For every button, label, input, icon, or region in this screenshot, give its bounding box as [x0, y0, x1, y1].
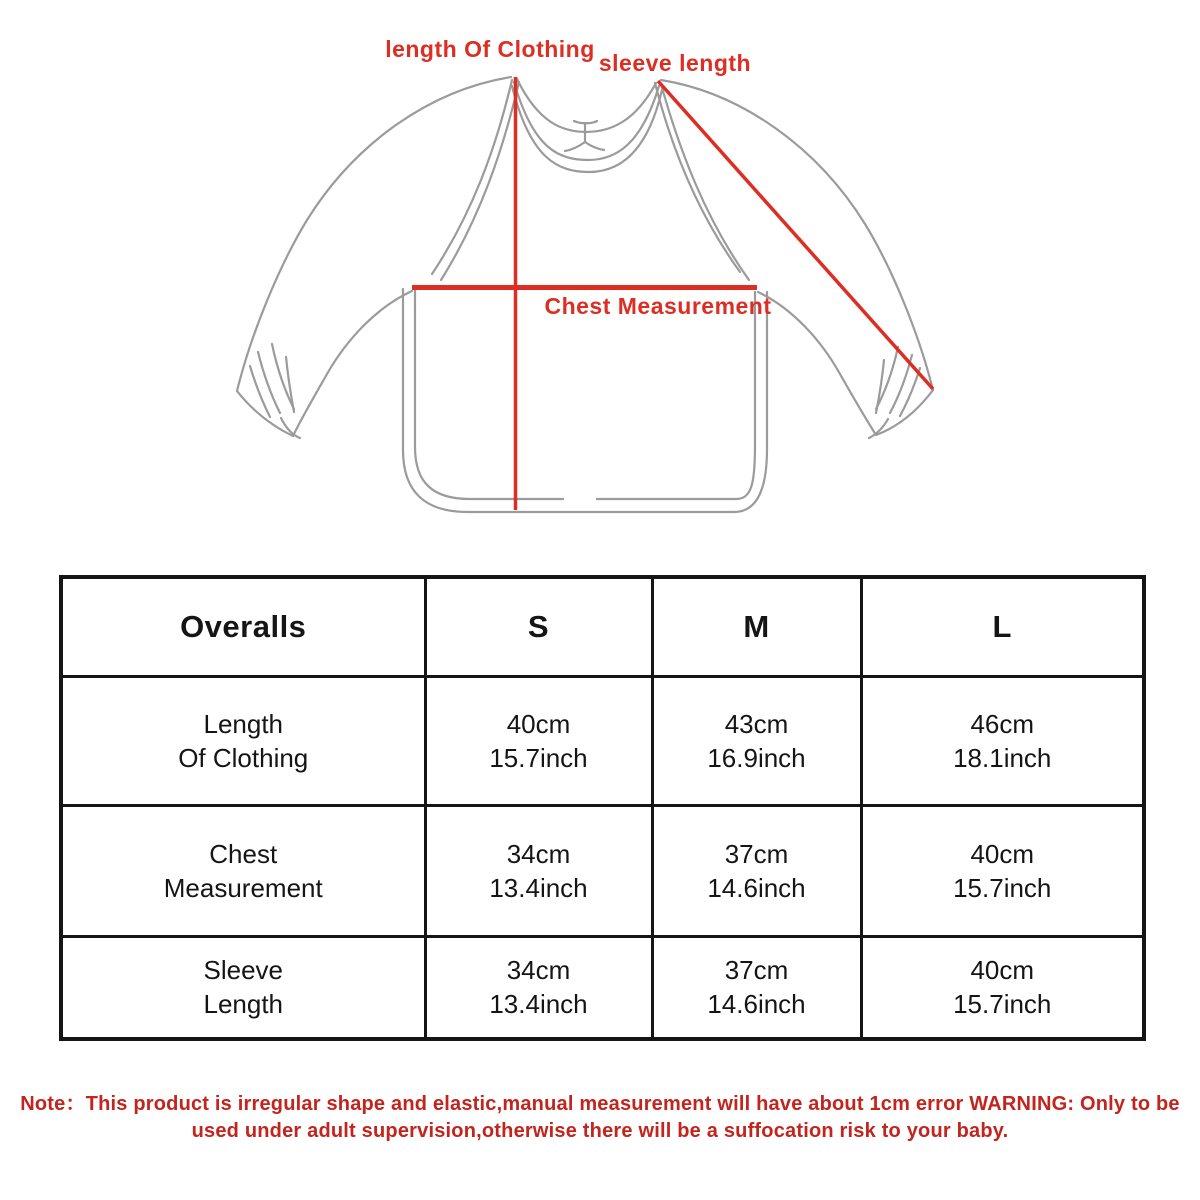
value-inch: 18.1inch: [953, 742, 1052, 773]
left-cuff-gathers: [250, 344, 300, 438]
value-inch: 15.7inch: [953, 872, 1052, 903]
value-cm: 37cm: [724, 838, 789, 869]
garment-diagram: [0, 0, 1200, 565]
value-cm: 34cm: [506, 955, 571, 986]
value-inch: 14.6inch: [707, 872, 806, 903]
header-cell-overalls: Overalls: [61, 577, 425, 676]
chest-measurement-label: Chest Measurement: [544, 293, 772, 319]
row-label-line: Sleeve: [203, 955, 283, 986]
raglan-seams-sketch: [432, 80, 749, 280]
cell-sleeve-m: [652, 936, 861, 1039]
header-cell-size-l: L: [861, 577, 1144, 676]
right-cuff-gathers: [869, 347, 920, 438]
cell-sleeve-s: [425, 936, 652, 1039]
warning-note: [0, 1091, 1200, 1145]
value-inch: 13.4inch: [489, 989, 588, 1020]
cell-length-m: [652, 676, 861, 805]
warning-note-line2: used under adult supervision,otherwise there will be a suffocation risk to your baby.: [191, 1120, 1009, 1142]
cell-chest-s: [425, 805, 652, 936]
value-cm: 40cm: [970, 955, 1035, 986]
value-cm: 37cm: [724, 955, 789, 986]
row-label-chest: [61, 805, 425, 936]
value-inch: 14.6inch: [707, 989, 806, 1020]
value-inch: 13.4inch: [489, 872, 588, 903]
value-inch: 15.7inch: [489, 742, 588, 773]
row-label-line: Measurement: [163, 872, 323, 903]
header-cell-size-s: S: [425, 577, 652, 676]
value-cm: 40cm: [506, 708, 571, 739]
row-label-line: Length: [203, 708, 284, 739]
sleeve-length-label: sleeve length: [598, 50, 752, 76]
left-sleeve-outline: [237, 77, 511, 436]
value-inch: 16.9inch: [707, 742, 806, 773]
size-table-header-row: [61, 577, 1144, 676]
value-cm: 43cm: [724, 708, 789, 739]
row-label-line: Chest: [209, 838, 278, 869]
table-row-length: [61, 676, 1144, 805]
right-sleeve-outline: [661, 80, 933, 435]
size-table: [59, 575, 1146, 1041]
value-cm: 34cm: [506, 838, 571, 869]
value-cm: 46cm: [970, 708, 1035, 739]
row-label-sleeve: [61, 936, 425, 1039]
value-cm: 40cm: [970, 838, 1035, 869]
row-label-length: [61, 676, 425, 805]
row-label-line: Length: [203, 989, 284, 1020]
cell-chest-l: [861, 805, 1144, 936]
cell-chest-m: [652, 805, 861, 936]
header-cell-size-m: M: [652, 577, 861, 676]
neckline-sketch: [512, 79, 662, 172]
table-row-chest: [61, 805, 1144, 936]
table-row-sleeve: [61, 936, 1144, 1039]
cell-length-s: [425, 676, 652, 805]
row-label-line: Of Clothing: [178, 742, 309, 773]
bib-body-outline: [403, 289, 767, 512]
neck-hanger-sketch: [565, 121, 604, 151]
sleeve-measurement-line: [658, 81, 933, 389]
value-inch: 15.7inch: [953, 989, 1052, 1020]
warning-note-line1: Note：This product is irregular shape and elastic,manual measurement will have about 1cm error WARNING: Only to be: [20, 1093, 1180, 1115]
cell-sleeve-l: [861, 936, 1144, 1039]
cell-length-l: [861, 676, 1144, 805]
length-of-clothing-label: length Of Clothing: [385, 36, 595, 62]
